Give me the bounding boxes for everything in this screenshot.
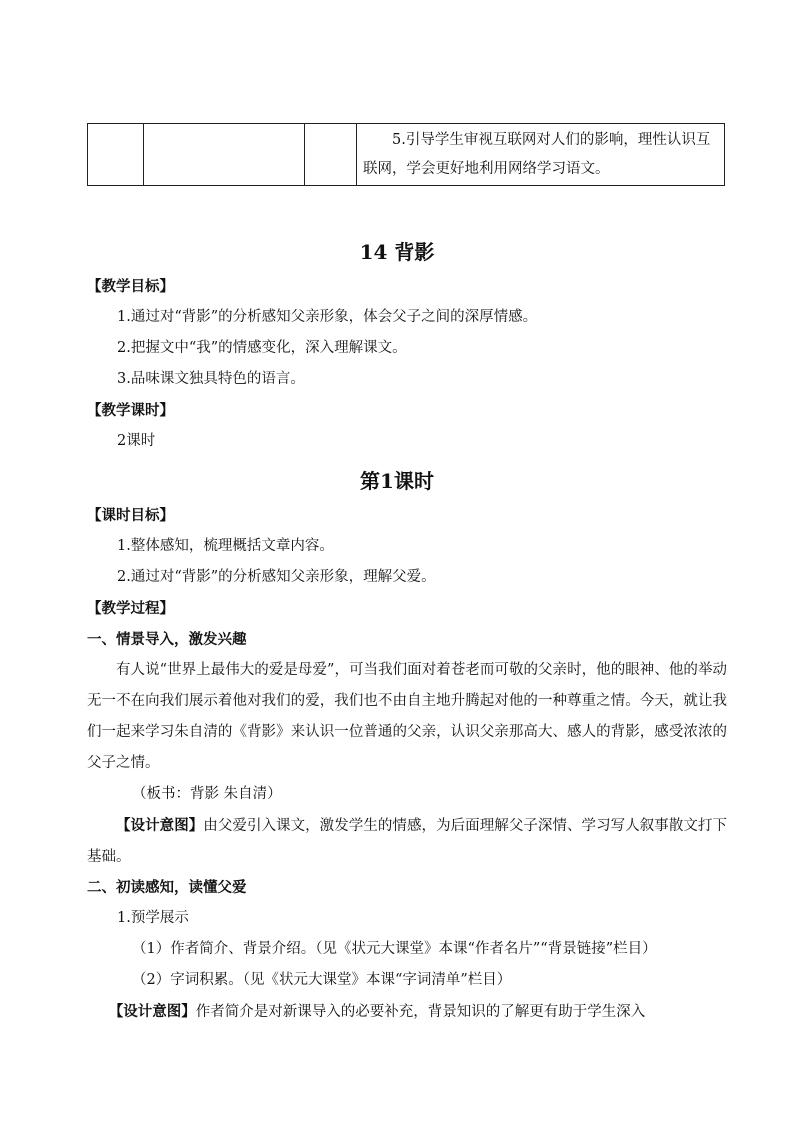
table-cell-objective bbox=[357, 124, 725, 186]
period-goal-1: 1.整体感知，梳理概括文章内容。 bbox=[117, 538, 334, 554]
teaching-goal-1: 1.通过对“背影”的分析感知父亲形象，体会父子之间的深厚情感。 bbox=[117, 309, 538, 325]
section2-title: 二、初读感知，读懂父爱 bbox=[87, 879, 247, 896]
objectives-table bbox=[87, 123, 725, 186]
design-intent-text-2: 作者简介是对新课导入的必要补充，背景知识的了解更有助于学生深入 bbox=[195, 1004, 646, 1020]
teaching-goal-2: 2.把握文中“我”的情感变化，深入理解课文。 bbox=[117, 340, 407, 356]
pre-study-item-1: （1）作者简介、背景介绍。（见《状元大课堂》本课“作者名片”“背景链接”栏目） bbox=[132, 941, 657, 957]
design-intent-text: 由父爱引入课文，激发学生的情感，为后面理解父子深情、学习写人叙事散文打下基础。 bbox=[87, 818, 728, 865]
objective-5-text: 5.引导学生审视互联网对人们的影响，理性认识互联网，学会更好地利用网络学习语文。 bbox=[363, 132, 711, 177]
table-cell-empty-2 bbox=[144, 124, 305, 186]
period-title: 第1课时 bbox=[360, 469, 434, 493]
table-cell-empty-1 bbox=[88, 124, 144, 186]
board-note: （板书：背影 朱自清） bbox=[132, 786, 282, 802]
class-hours-heading: 【教学课时】 bbox=[87, 402, 174, 419]
table-cell-empty-3 bbox=[305, 124, 357, 186]
pre-study-item-2: （2）字词积累。（见《状元大课堂》本课“字词清单”栏目） bbox=[132, 972, 512, 988]
section1-paragraph: 有人说“世界上最伟大的爱是母爱”，可当我们面对着苍老而可敬的父亲时，他的眼神、他的举动无一不在向我们展示着他对我们的爱，我们也不由自主地升腾起对他的一种尊重之情。今天，就让我们一起来学习朱自清的《背影》来认识一位普通的父亲，认识父亲那高大、感人的背影，感受浓浓的父子之情。 bbox=[87, 662, 727, 771]
section1-title: 一、情景导入，激发兴趣 bbox=[87, 631, 247, 648]
teaching-goals-heading: 【教学目标】 bbox=[87, 278, 174, 295]
lesson-title: 14 背影 bbox=[359, 240, 435, 264]
class-hours-value: 2课时 bbox=[117, 433, 156, 449]
section1-design-intent bbox=[87, 810, 727, 873]
design-intent-label-2: 【设计意图】 bbox=[108, 1003, 196, 1020]
teaching-goal-3: 3.品味课文独具特色的语言。 bbox=[117, 371, 305, 387]
pre-study-label: 1.预学展示 bbox=[117, 910, 189, 926]
design-intent-label: 【设计意图】 bbox=[116, 817, 204, 834]
period-goals-heading: 【课时目标】 bbox=[87, 507, 174, 524]
period-goal-2: 2.通过对“背影”的分析感知父亲形象，理解父爱。 bbox=[117, 569, 436, 585]
section2-design-intent bbox=[87, 996, 727, 1028]
table-row bbox=[88, 124, 725, 186]
process-heading: 【教学过程】 bbox=[87, 600, 174, 617]
